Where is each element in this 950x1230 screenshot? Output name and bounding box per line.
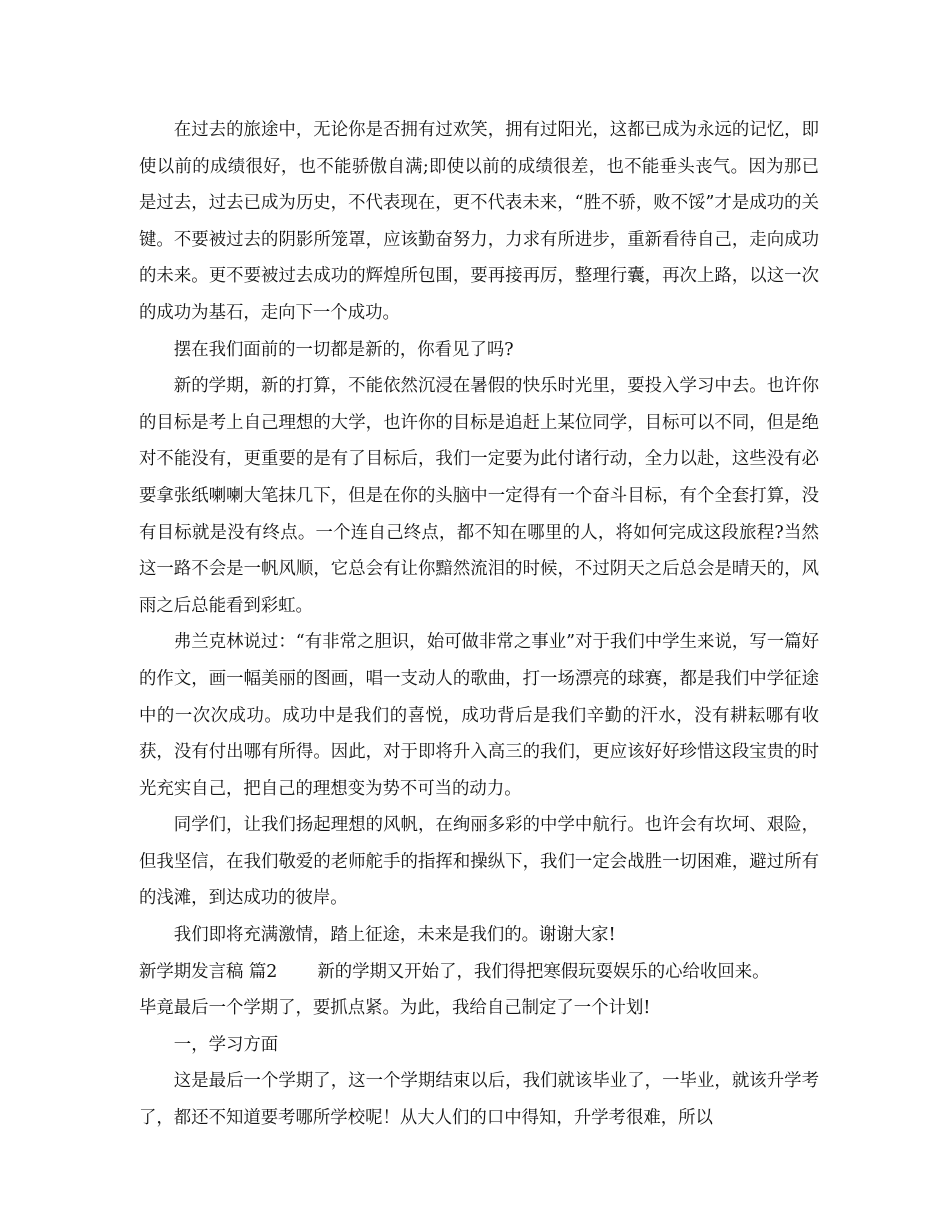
paragraph-everything-new: 摆在我们面前的一切都是新的，你看见了吗? <box>173 339 514 360</box>
document-body <box>139 112 819 1137</box>
section-2-intro-first: 新的学期又开始了，我们得把寒假玩耍娱乐的心给收回来。 <box>317 961 770 982</box>
paragraph-new-semester-goals: 新的学期，新的打算，不能依然沉浸在暑假的快乐时光里，要投入学习中去。也许你的目标是考上自己理想的大学，也许你的目标是追赶上某位同学，目标可以不同，但是绝对不能没有，更重要的是有了目标后，我们一定要为此付诸行动，全力以赴，这些没有必要拿张纸喇喇大笔抹几下，但是在你的头脑中一定得有一个奋斗目标，有个全套打算，没有目标就是没有终点。一个连自己终点，都不知在哪里的人，将如何完成这段旅程?当然这一路不会是一帆风顺，它总会有让你黯然流泪的时候，不过阴天之后总会是晴天的，风雨之后总能看到彩虹。 <box>139 376 819 616</box>
paragraph-franklin-quote: 弗兰克林说过：“有非常之胆识，始可做非常之事业”对于我们中学生来说，写一篇好的作文，画一幅美丽的图画，唱一支动人的歌曲，打一场漂亮的球赛，都是我们中学征途中的一次次成功。成功中是我们的喜悦，成功背后是我们辛勤的汗水，没有耕耘哪有收获，没有付出哪有所得。因此，对于即将升入高三的我们，更应该好好珍惜这段宝贵的时光充实自己，把自己的理想变为势不可当的动力。 <box>139 632 819 799</box>
section-2-subheading: 一，学习方面 <box>173 1034 279 1055</box>
paragraph-sail-of-ideals: 同学们，让我们扬起理想的风帆，在绚丽多彩的中学中航行。也许会有坎坷、艰险，但我坚信，在我们敬爱的老师舵手的指挥和操纵下，我们一定会战胜一切困难，避过所有的浅滩，到达成功的彼岸。 <box>139 815 819 909</box>
section-2-title: 新学期发言稿 篇2 <box>139 961 278 982</box>
paragraph-closing-thanks: 我们即将充满激情，踏上征途，未来是我们的。谢谢大家! <box>173 925 616 946</box>
section-2-intro-rest: 毕竟最后一个学期了，要抓点紧。为此，我给自己制定了一个计划! <box>139 998 651 1019</box>
section-2-body: 这是最后一个学期了，这一个学期结束以后，我们就该毕业了，一毕业，就该升学考了，都还不知道要考哪所学校呢！从大人们的口中得知，升学考很难，所以 <box>139 1071 819 1129</box>
paragraph-past-journey: 在过去的旅途中，无论你是否拥有过欢笑，拥有过阳光，这都已成为永远的记忆，即使以前的成绩很好，也不能骄傲自满;即使以前的成绩很差，也不能垂头丧气。因为那已是过去，过去已成为历史，不代表现在，更不代表未来，“胜不骄，败不馁”才是成功的关键。不要被过去的阴影所笼罩，应该勤奋努力，力求有所进步，重新看待自己，走向成功的未来。更不要被过去成功的辉煌所包围，要再接再厉，整理行囊，再次上路，以这一次的成功为基石，走向下一个成功。 <box>139 120 819 323</box>
section-2-heading-line <box>139 954 819 991</box>
